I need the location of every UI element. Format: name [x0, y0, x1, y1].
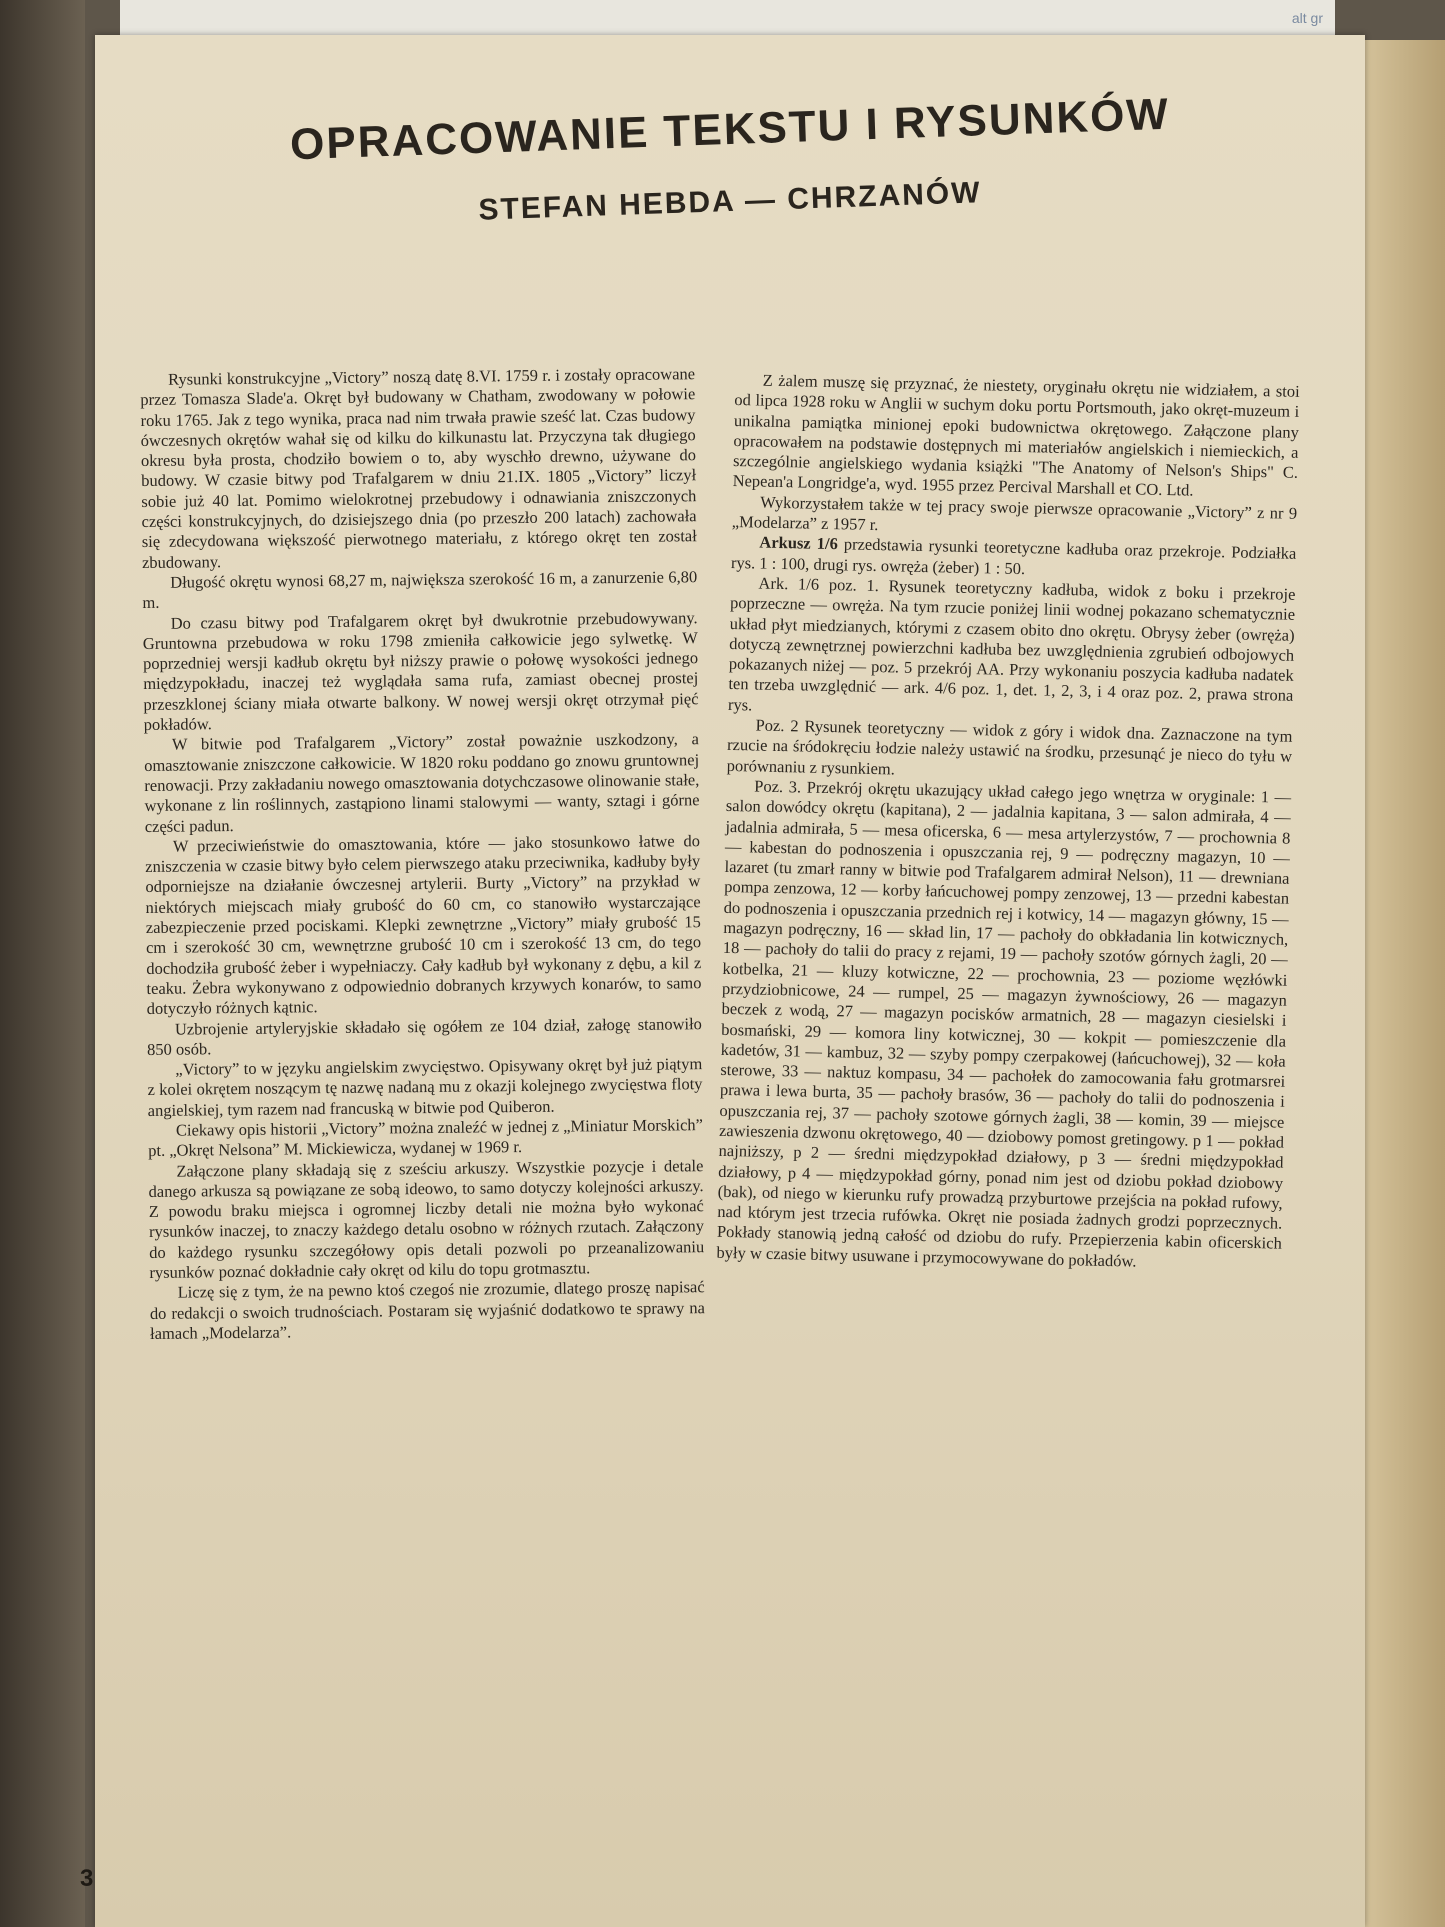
article-title: OPRACOWANIE TEKSTU I RYSUNKÓW — [289, 89, 1171, 170]
background-note: alt gr — [1291, 10, 1323, 26]
paragraph-text: Z żalem muszę się przyznać, że niestety, oryginału okrętu nie widziałem, a stoi od lipca 1928 roku w Anglii w suchym doku portu Portsmouth, jako okręt-muzeum i unikalna pamiątka minionej epoki budownictwa okrętowego. Załączone plany opracowałem na podstawie dostępnych mi materiałów angielskich i niemieckich, a szczególnie angielskiego wydania książki "The Anatomy of Nelson's Ships" C. Nepean'a Longridge'a, wyd. 1955 przez Percival Marshall et CO. Ltd. — [732, 370, 1300, 501]
paragraph: Załączone plany składają się z sześciu arkuszy. Wszystkie pozycje i detale danego arkusza są powiązane ze sobą ideowo, to samo dotyczy kolejności arkuszy. Z powodu braku miejsca i ogromnej liczby detali nie można było wykonać rysunków inaczej, to znaczy każdego detalu osobno w różnych rzutach. Załączony do każdego rysunku szczegółowy opis detali pozwoli po przeanalizowaniu rysunków poznać dokładnie cały okręt od kilu do topu grotmasztu. — [148, 1155, 705, 1283]
paragraph-text: Ark. 1/6 poz. 1. Rysunek teoretyczny kadłuba, widok z boku i przekroje poprzeczne — owręża. Na tym rzucie poniżej linii wodnej pokazano schematycznie układ płyt miedzianych, którymi z czasem obito dno okrętu. Obrysy żeber (owręża) dotyczą zewnętrznej powierzchni kadłuba bez uwzględnienia zgrubień odbojowych pokazanych niżej — poz. 5 przekrój AA. Przy wykonaniu poszycia kadłuba nadatek ten trzeba uwzględnić — ark. 4/6 poz. 1, det. 1, 2, 3, i 4 oraz poz. 2, prawa strona rys. — [727, 573, 1296, 715]
right-column — [716, 370, 1300, 1275]
paragraph-text: Poz. 2 Rysunek teoretyczny — widok z góry i widok dna. Zaznaczone na tym rzucie na śródokręciu łodzie należy ustawić na środku, przesunąć je nieco do tyłu w porównaniu z rysunkiem. — [726, 715, 1293, 779]
paragraph — [728, 573, 1296, 727]
paragraph: W bitwie pod Trafalgarem „Victory” został poważnie uszkodzony, a omasztowanie zniszczone całkowicie. W 1820 roku poddano go znowu gruntownej renowacji. Przy zakładaniu nowego omasztowania dotychczasowe olinowanie stałe, wykonane z lin roślinnych, zastąpiono linami stalowymi — wanty, sztagi i górne części padun. — [144, 729, 700, 836]
left-column — [140, 364, 705, 1344]
document-page — [80, 35, 1365, 1927]
paragraph-text: Wykorzystałem także w tej pracy swoje pierwsze opracowanie „Victory” z nr 9 „Modelarza” z 1957 r. — [731, 492, 1298, 535]
paragraph-text: Poz. 3. Przekrój okrętu ukazujący układ całego jego wnętrza w oryginale: 1 — salon dowódcy okrętu (kapitana), 2 — jadalnia kapitana, 3 — salon admirała, 4 — jadalnia admirała, 5 — mesa oficerska, 6 — mesa artylerzystów, 7 — prochownia 8 — kabestan do podnoszenia i opuszczania rej, 9 — podręczny magazyn, 10 — lazaret (tu zmarł ranny w bitwie pod Trafalgarem admirał Nelson), 11 — drewniana pompa zenzowa, 12 — korby łańcuchowej pompy zenzowej, 13 — przedni kabestan do podnoszenia i opuszczania przednich rej i kotwicy, 14 — magazyn główny, 15 — magazyn podręczny, 16 — skład lin, 17 — pachoły do obkładania lin kotwicznych, 18 — pachoły do talii do pracy z rejami, 19 — pachoły szotów górnych żagli, 20 — kotbelka, 21 — kluzy kotwiczne, 22 — prochownia, 23 — poziome węzłówki przydziobnicowe, 24 — rumpel, 25 — magazyn żywnościowy, 26 — magazyn beczek z wodą, 27 — magazyn pocisków armatnich, 28 — magazyn ciesielski i bosmański, 29 — komora liny kotwicznej, 30 — kokpit — pomieszczenie dla kadetów, 31 — kambuz, 32 — szyby pompy czerpakowej (łańcuchowej), 32 — koła sterowe, 33 — naktuz kompasu, 34 — pachołek do zamocowania fału grotmarsrei prawa i lewa burta, 35 — pachoły brasów, 36 — pachoły do talii do podnoszenia i opuszczania rej, 37 — pachoły szotowe górnych żagli, 38 — komin, 39 — miejsce zawieszenia dzwonu okrętowego, 40 — dziobowy pomost gretingowy. p 1 — pokład najniższy, p 2 — średni międzypokład działowy, p 3 — średni międzypokład działowy, p 4 — międzypokład górny, ponad nim jest od dziobu pokład dziobowy (bak), od niego w kierunku rufy prowadzą przyburtowe przejścia na pokład rufowy, nad którym jest trzecia rufówka. Okręt nie posiada żadnych grodzi poprzecznych. Pokłady stanowią jedną całość od dziobu do rufy. Przepierzenia kabin oficerskich były w czasie bitwy usuwane i przymocowywane do pokładów. — [716, 776, 1292, 1271]
paragraph: Uzbrojenie artyleryjskie składało się ogółem ze 104 dział, załogę stanowiło 850 osób. — [147, 1013, 702, 1059]
background-left — [0, 0, 85, 1927]
paragraph: „Victory” to w języku angielskim zwycięstwo. Opisywany okręt był już piątym z kolei okrętem noszącym tę nazwę nadaną mu z okazji kolejnego zwycięstwa floty angielskiej, tym razem nad francuską w bitwie pod Quiberon. — [147, 1054, 703, 1120]
background-sheet — [120, 0, 1335, 36]
paragraph: Rysunki konstrukcyjne „Victory” noszą datę 8.VI. 1759 r. i zostały opracowane przez Tomasza Slade'a. Okręt był budowany w Chatham, zwodowany w połowie roku 1765. Jak z tego wynika, praca nad nim trwała prawie sześć lat. Czas budowy ówczesnych okrętów wahał się od kilku do kilkunastu lat. Przyczyna tak długiego okresu była prosta, chodziło bowiem o to, aby wyschło drewno, używane do budowy. W czasie bitwy pod Trafalgarem w dniu 21.IX. 1805 „Victory” liczył sobie już 40 lat. Pomimo wielokrotnej przebudowy i odnawiania zniszczonych części konstrukcyjnych, do dzisiejszego dnia (po przeszło 200 latach) zachowała się zdecydowana większość pierwotnego materiału, z którego okręt ten został zbudowany. — [140, 364, 697, 572]
paragraph: Do czasu bitwy pod Trafalgarem okręt był dwukrotnie przebudowywany. Gruntowna przebudowa w roku 1798 zmieniła całkowicie jego sylwetkę. W poprzedniej wersji kadłub okrętu był niższy prawie o połowę wysokości jednego międzypokładu, inaczej też wyglądała sama rufa, zamiast obecnej prostej przeszklonej ściany miała otwarte balkony. W nowej wersji okręt otrzymał pięć pokładów. — [142, 607, 699, 735]
paragraph — [716, 776, 1291, 1275]
page-number: 3 — [80, 1865, 94, 1892]
paragraph-text: przedstawia rysunki teoretyczne kadłuba oraz przekroje. Podziałka rys. 1 : 100, drugi rys. owręża (żeber) 1 : 50. — [730, 534, 1297, 578]
paragraph: Ciekawy opis historii „Victory” można znaleźć w jednej z „Miniatur Morskich” pt. „Okręt Nelsona” M. Mickiewicza, wydanej w 1969 r. — [148, 1115, 704, 1161]
article-author: STEFAN HEBDA — CHRZANÓW — [477, 176, 983, 227]
paragraph — [732, 370, 1299, 504]
page-edge — [1365, 40, 1445, 1927]
paragraph-lead: Arkusz 1/6 — [759, 532, 839, 554]
paragraph: Liczę się z tym, że na pewno ktoś czegoś nie zrozumie, dlatego proszę napisać do redakcji o swoich trudnościach. Postaram się wyjaśnić dodatkowo te sprawy na łamach „Modelarza”. — [149, 1277, 705, 1343]
paragraph: Długość okrętu wynosi 68,27 m, największa szerokość 16 m, a zanurzenie 6,80 m. — [142, 567, 698, 613]
paragraph: W przeciwieństwie do omasztowania, które — jako stosunkowo łatwe do zniszczenia w czasie bitwy było celem pierwszego ataku przeciwnika, kadłuby były odporniejsze na działanie ówczesnej artylerii. Burty „Victory” na przykład w niektórych miejscach miały grubość do 60 cm, co stanowiło wystarczające zabezpieczenie przed pociskami. Klepki zewnętrzne „Victory” miały grubość 15 cm i szerokość 30 cm, wewnętrzne grubość 10 cm i szerokość 13 cm, do tego dochodziła grubość żeber i wypełniaczy. Cały kadłub był wykonany z dębu, a kil z teaku. Żebra wykonywano z odpowiednio dobranych krzywych konarów, to samo dotyczyło różnych kątnic. — [145, 830, 702, 1019]
